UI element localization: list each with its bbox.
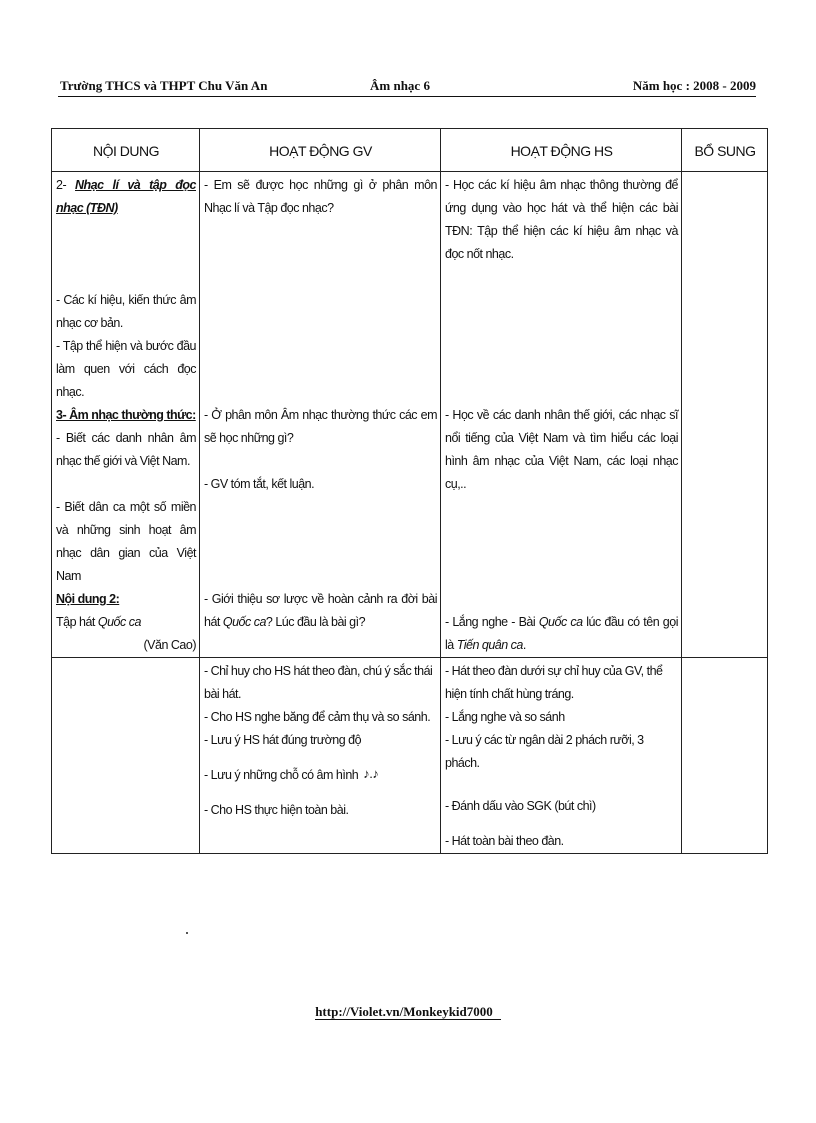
content-cell xyxy=(52,658,200,854)
content-item: - Biết dân ca một số miền và những sinh hoạt âm nhạc dân gian của Việt Nam xyxy=(56,500,196,583)
footer-url[interactable]: http://Violet.vn/Monkeykid7000 xyxy=(315,1004,501,1020)
hs-activity: - Học các kí hiệu âm nhạc thông thường để ứng dụng vào học hát và thể hiện các bài TĐN: Tập thể hiện các kí hiệu âm nhạc và đọc nốt nhạc. xyxy=(445,178,678,261)
noi-dung-2-title: Nội dung 2: xyxy=(56,592,120,606)
section-3-title: 3- Âm nhạc thường thức: xyxy=(56,408,196,422)
content-item: - Tập thể hiện và bước đầu làm quen với cách đọc nhạc. xyxy=(56,339,196,399)
gv-activity: - Giới thiệu sơ lược về hoàn cảnh ra đời bài hát Quốc ca? Lúc đầu là bài gì? xyxy=(204,592,437,629)
header-hoat-dong-hs: HOẠT ĐỘNG HS xyxy=(441,129,682,172)
content-cell xyxy=(52,172,200,658)
hs-activity: - Hát theo đàn dưới sự chỉ huy của GV, thể hiện tính chất hùng tráng. xyxy=(445,664,663,701)
song-name: Quốc ca xyxy=(97,615,141,629)
composer: (Văn Cao) xyxy=(143,638,196,652)
song-prefix: Tập hát xyxy=(56,615,98,629)
header-noi-dung: NỘI DUNG xyxy=(52,129,200,172)
section-2-title: Nhạc lí và tập đọc nhạc (TĐN) xyxy=(56,178,196,215)
gv-cell xyxy=(200,658,441,854)
gv-cell xyxy=(200,172,441,658)
bo-sung-cell xyxy=(682,658,768,854)
page-header xyxy=(58,78,756,97)
gv-activity: - Lưu ý những chỗ có âm hình ♪.♪ xyxy=(204,766,379,782)
gv-activity: - Cho HS nghe băng để cảm thụ và so sánh. xyxy=(204,710,431,724)
old-song-name: Tiến quân ca xyxy=(456,638,523,652)
bo-sung-cell xyxy=(682,172,768,658)
hs-activity: - Lưu ý các từ ngân dài 2 phách rưỡi, 3 phách. xyxy=(445,733,644,770)
lesson-table xyxy=(51,128,768,854)
song-line xyxy=(56,611,196,634)
gv-activity: - GV tóm tắt, kết luận. xyxy=(204,477,315,491)
gv-activity: - Chỉ huy cho HS hát theo đàn, chú ý sắc thái bài hát. xyxy=(204,664,433,701)
subject-title: Âm nhạc 6 xyxy=(370,78,430,93)
rhythm-figure: ♪.♪ xyxy=(363,766,379,781)
header-bo-sung: BỔ SUNG xyxy=(682,129,768,172)
hs-activity: - Hát toàn bài theo đàn. xyxy=(445,834,564,848)
hs-activity: - Đánh dấu vào SGK (bút chì) xyxy=(445,799,596,813)
hs-activity: - Lắng nghe và so sánh xyxy=(445,710,565,724)
school-year: Năm học : 2008 - 2009 xyxy=(632,78,756,93)
section-2 xyxy=(56,174,196,220)
hs-cell xyxy=(441,658,682,854)
stray-dot xyxy=(186,932,188,934)
content-item: - Biết các danh nhân âm nhạc thế giới và Việt Nam. xyxy=(56,431,196,468)
hs-activity: - Học về các danh nhân thế giới, các nhạc sĩ nổi tiếng của Việt Nam và tìm hiểu các loại hình âm nhạc của Việt Nam, các loại nhạc cụ,.. xyxy=(445,408,678,491)
song-name: Quốc ca xyxy=(538,615,583,629)
table-row xyxy=(52,658,768,854)
hs-cell xyxy=(441,172,682,658)
gv-activity: - Cho HS thực hiện toàn bài. xyxy=(204,803,349,817)
page-footer xyxy=(0,1004,816,1020)
hs-activity: - Lắng nghe - Bài Quốc ca lúc đầu có tên gọi là Tiến quân ca. xyxy=(445,615,678,652)
section-2-number: 2- xyxy=(56,178,76,192)
table-row xyxy=(52,172,768,658)
song-name: Quốc ca xyxy=(222,615,266,629)
gv-activity: - Lưu ý HS hát đúng trường độ xyxy=(204,733,362,747)
header-hoat-dong-gv: HOẠT ĐỘNG GV xyxy=(200,129,441,172)
school-name: Trường THCS và THPT Chu Văn An xyxy=(60,78,268,93)
table-header-row xyxy=(52,129,768,172)
gv-activity: - Em sẽ được học những gì ở phân môn Nhạc lí và Tập đọc nhạc? xyxy=(204,178,437,215)
gv-activity: - Ở phân môn Âm nhạc thường thức các em sẽ học những gì? xyxy=(204,408,437,445)
content-item: - Các kí hiệu, kiến thức âm nhạc cơ bản. xyxy=(56,293,196,330)
